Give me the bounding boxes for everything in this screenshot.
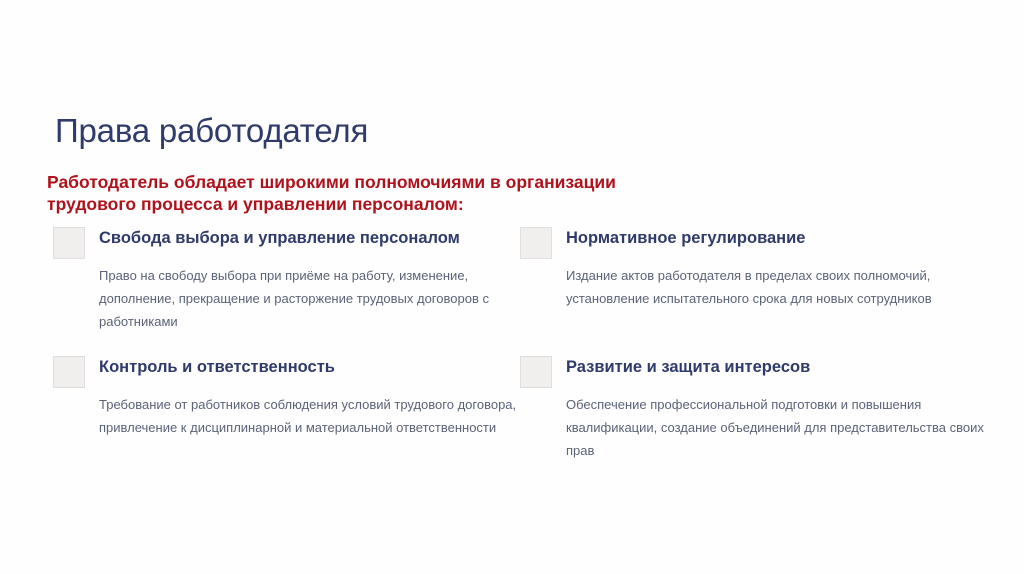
card-text: Требование от работников соблюдения условий трудового договора, привлечение к дисциплинарной и материальной ответственности [99, 397, 517, 435]
card-heading: Развитие и защита интересов [566, 358, 811, 376]
card-text: Обеспечение профессиональной подготовки и повышения квалификации, создание объединений для представительства своих прав [566, 397, 984, 458]
card-icon-box [520, 356, 552, 388]
card-text: Издание актов работодателя в пределах своих полномочий, установление испытательного срока для новых сотрудников [566, 268, 932, 306]
card-heading: Контроль и ответственность [99, 358, 335, 376]
card-icon-box [53, 227, 85, 259]
card-heading: Нормативное регулирование [566, 229, 806, 247]
card-text: Право на свободу выбора при приёме на работу, изменение, дополнение, прекращение и расторжение трудовых договоров с работниками [99, 268, 489, 329]
slide-title: Права работодателя [55, 112, 369, 149]
card-icon-box [520, 227, 552, 259]
slide-subtitle: Работодатель обладает широкими полномочиями в организации трудового процесса и управлении персоналом: [47, 172, 616, 214]
card-heading: Свобода выбора и управление персоналом [99, 229, 460, 247]
card-icon-box [53, 356, 85, 388]
